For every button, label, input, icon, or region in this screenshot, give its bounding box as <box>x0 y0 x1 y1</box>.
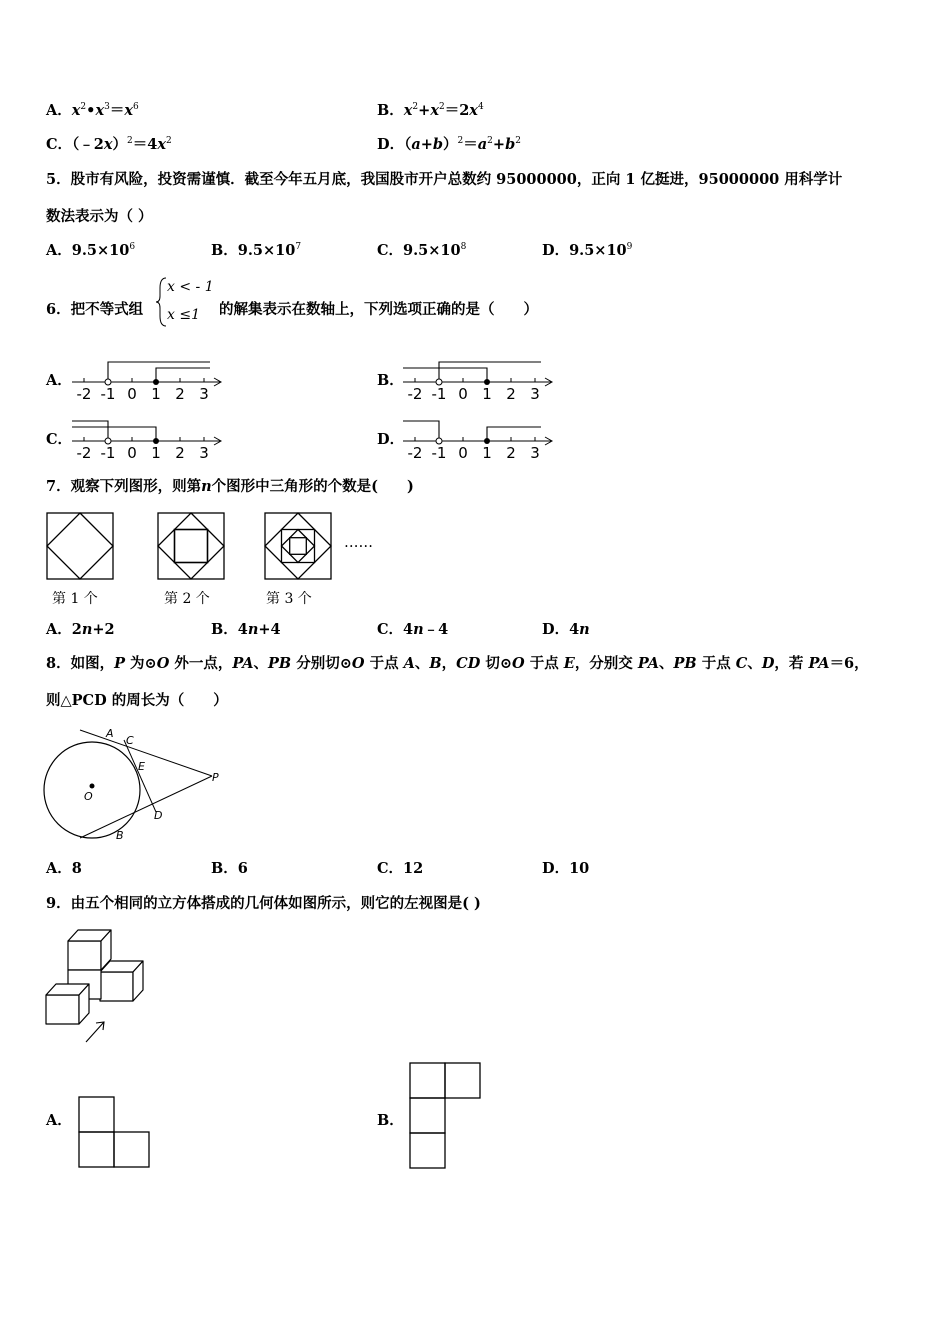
q6-system-line2: x ≤1 <box>167 307 200 323</box>
q6-number-line-b <box>401 352 559 402</box>
axis-tick-label: -2 <box>407 444 423 462</box>
solution-ray <box>72 421 108 441</box>
q4-option-d: D．$(a+b)^2=a^2+b^2$ <box>377 136 521 153</box>
q8-stem-line1: 8．如图，P 为⊙O 外一点，PA、PB 分别切⊙O 于点 A、B，CD 切⊙O 于点 E，分别交 PA、PB 于点 C、D，若 PA＝6， <box>46 655 869 672</box>
open-point <box>105 438 111 444</box>
axis-tick-label: -1 <box>100 444 116 462</box>
q6-system-line1: x < - 1 <box>167 279 214 295</box>
q7-stem: 7．观察下列图形，则第n个图形中三角形的个数是( ) <box>46 478 414 495</box>
axis-tick-label: 2 <box>506 385 516 403</box>
axis-tick-label: 3 <box>199 385 209 403</box>
axis-tick-label: 2 <box>175 385 185 403</box>
axis-tick-label: 0 <box>458 444 468 462</box>
axis-tick-label: -1 <box>431 385 447 403</box>
solution-ray <box>72 427 156 441</box>
q8-option-c: C．12 <box>377 860 424 877</box>
open-point <box>105 379 111 385</box>
axis-tick-label: 1 <box>151 444 161 462</box>
q8-option-a: A．8 <box>46 860 82 877</box>
q8-option-d: D．10 <box>542 860 590 877</box>
q8-label-o: O <box>84 790 93 803</box>
q8-circle-tangent-figure <box>40 726 230 846</box>
axis-tick-label: 2 <box>175 444 185 462</box>
q7-caption-2: 第 2 个 <box>164 591 210 607</box>
q6-option-a-label: A． <box>46 372 72 389</box>
q8-label-a: A <box>106 727 114 740</box>
q6-number-line-a <box>70 352 228 402</box>
q8-label-p: P <box>212 771 219 784</box>
q7-figure-2 <box>157 512 227 582</box>
q6-stem-suffix: 的解集表示在数轴上，下列选项正确的是（ ） <box>219 301 538 318</box>
q7-caption-1: 第 1 个 <box>52 591 98 607</box>
q4-option-a: A．$x^2•x^3=x^6$ <box>46 102 139 119</box>
q9-stem: 9．由五个相同的立方体搭成的几何体如图所示，则它的左视图是( ) <box>46 895 481 912</box>
closed-point <box>153 438 159 444</box>
q6-option-c-label: C． <box>46 431 73 448</box>
q7-figure-1 <box>46 512 116 582</box>
axis-tick-label: -2 <box>407 385 423 403</box>
solution-ray <box>439 362 541 382</box>
closed-point <box>484 438 490 444</box>
q6-stem-prefix: 6．把不等式组 <box>46 301 144 318</box>
q8-stem-line2: 则△PCD 的周长为（ ） <box>46 692 228 709</box>
axis-tick-label: -2 <box>76 385 92 403</box>
closed-point <box>484 379 490 385</box>
axis-tick-label: 1 <box>482 385 492 403</box>
axis-tick-label: 1 <box>151 385 161 403</box>
q9-cube-figure <box>44 926 154 1046</box>
axis-tick-label: 1 <box>482 444 492 462</box>
q6-number-line-c <box>70 411 228 461</box>
q9-option-a-view <box>78 1096 153 1171</box>
q5-option-c: C．$9.5\times 10^8$ <box>377 242 467 259</box>
q7-figure-3 <box>264 512 334 582</box>
open-point <box>436 379 442 385</box>
solution-ray <box>487 427 541 441</box>
open-point <box>436 438 442 444</box>
axis-tick-label: -1 <box>100 385 116 403</box>
q6-number-line-d <box>401 411 559 461</box>
q7-option-a: A．2n+2 <box>46 621 115 638</box>
q4-option-b: B．$x^2+x^2=2x^4$ <box>377 102 484 119</box>
closed-point <box>153 379 159 385</box>
solution-ray <box>108 362 210 382</box>
q6-option-d-label: D． <box>377 431 405 448</box>
q8-label-c: C <box>126 734 134 747</box>
q7-ellipsis: …… <box>344 535 373 551</box>
axis-tick-label: -1 <box>431 444 447 462</box>
axis-tick-label: 3 <box>530 385 540 403</box>
q7-option-c: C．4n﹣4 <box>377 621 449 638</box>
axis-tick-label: 0 <box>127 444 137 462</box>
q8-label-e: E <box>138 760 145 773</box>
q5-option-a: A．$9.5\times 10^6$ <box>46 242 136 259</box>
q6-option-b-label: B． <box>377 372 404 389</box>
q7-option-b: B．4n+4 <box>211 621 281 638</box>
axis-tick-label: 0 <box>127 385 137 403</box>
q9-option-a-label: A． <box>46 1112 72 1129</box>
q5-stem-line2: 数法表示为（ ） <box>46 208 153 225</box>
axis-tick-label: -2 <box>76 444 92 462</box>
q8-label-b: B <box>116 829 124 842</box>
q8-option-b: B．6 <box>211 860 248 877</box>
q8-label-d: D <box>154 809 163 822</box>
q4-option-c: C．$(﹣2x)^2=4x^2$ <box>46 136 172 153</box>
axis-tick-label: 3 <box>530 444 540 462</box>
q5-stem-line1: 5．股市有风险，投资需谨慎．截至今年五月底，我国股市开户总数约 95000000，正向 1 亿挺进，95000000 用科学计 <box>46 171 843 188</box>
q9-option-b-view <box>409 1062 484 1172</box>
q5-option-d: D．$9.5\times 10^9$ <box>542 242 633 259</box>
q7-caption-3: 第 3 个 <box>266 591 312 607</box>
q7-option-d: D．4n <box>542 621 590 638</box>
axis-tick-label: 3 <box>199 444 209 462</box>
q5-option-b: B．$9.5\times 10^7$ <box>211 242 302 259</box>
solution-ray <box>403 421 439 441</box>
q9-option-b-label: B． <box>377 1112 404 1129</box>
axis-tick-label: 0 <box>458 385 468 403</box>
solution-ray <box>156 368 210 382</box>
solution-ray <box>403 368 487 382</box>
axis-tick-label: 2 <box>506 444 516 462</box>
